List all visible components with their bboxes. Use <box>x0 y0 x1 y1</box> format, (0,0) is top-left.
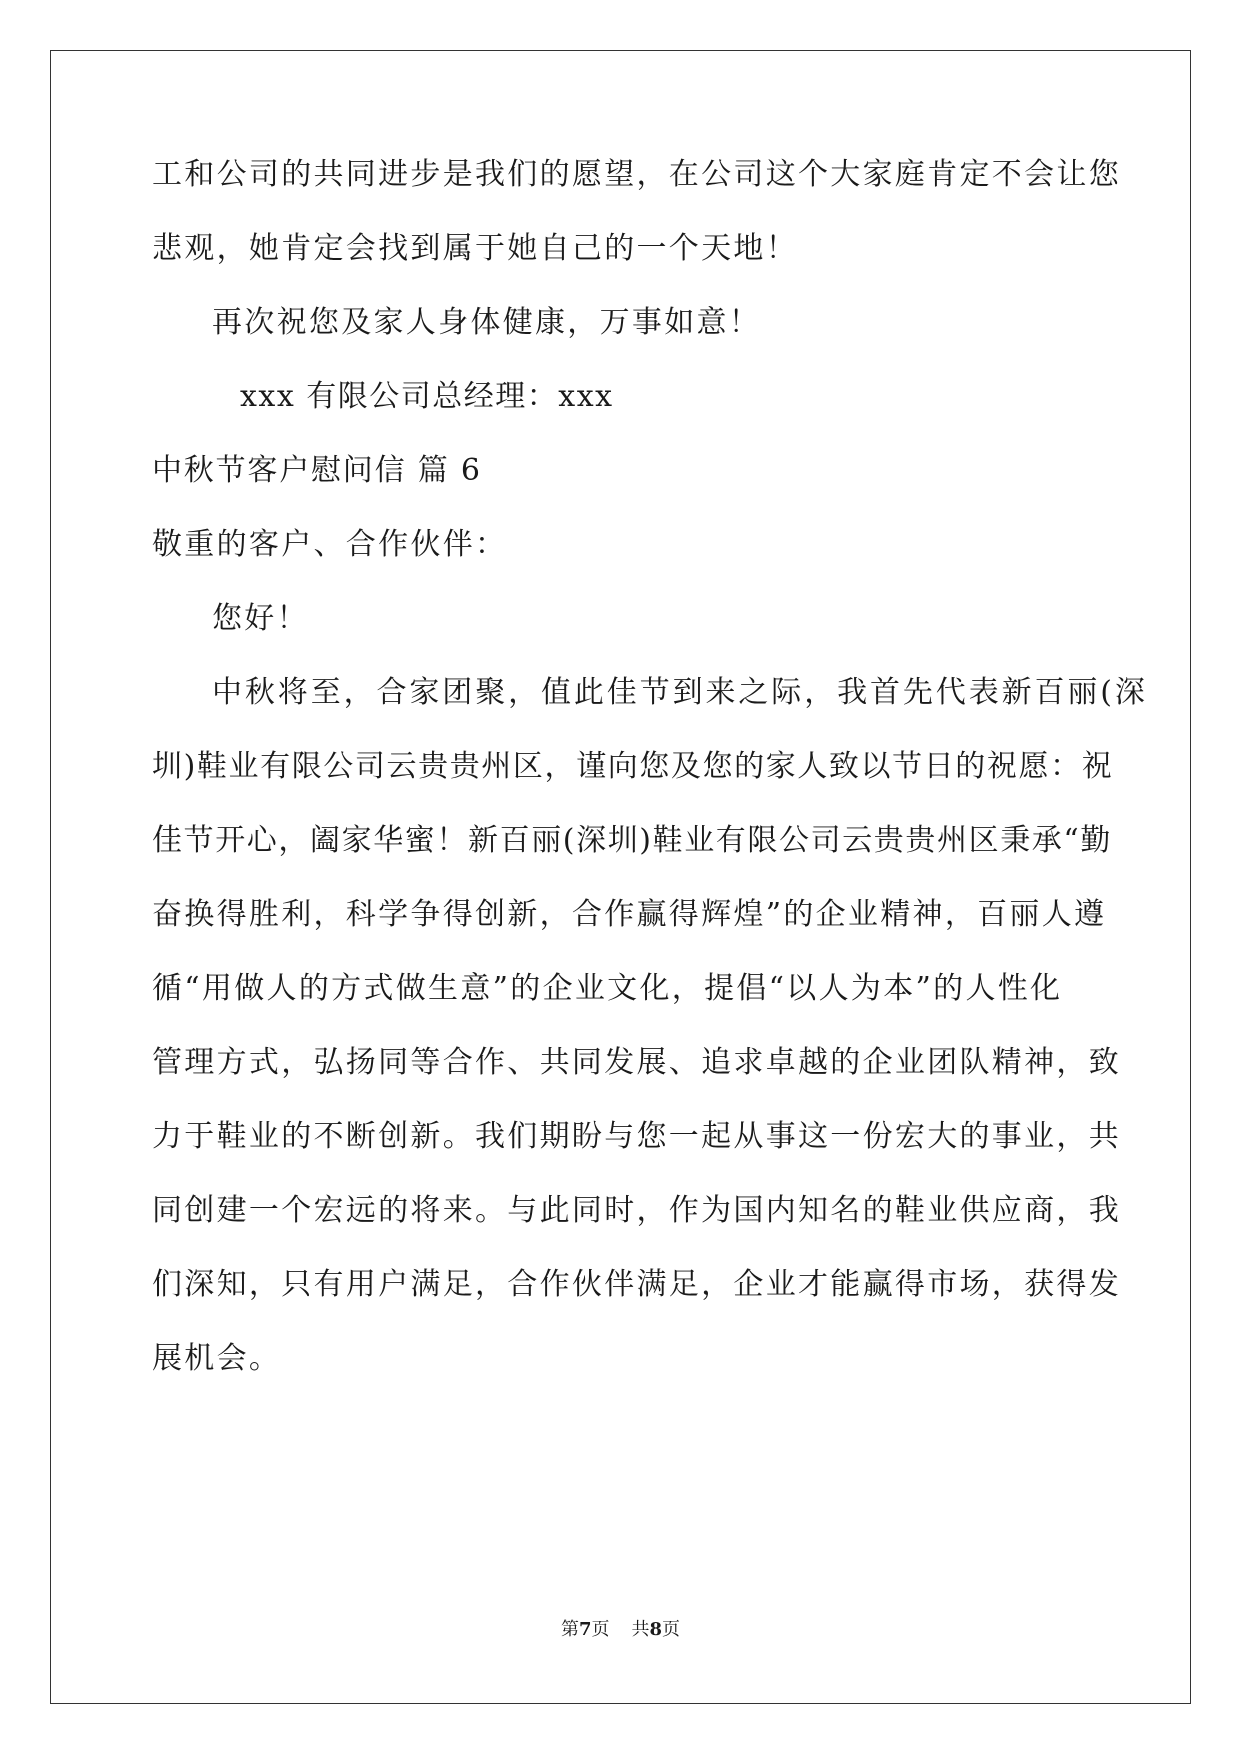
section-heading: 中秋节客户慰问信 篇 6 <box>152 453 482 488</box>
signature-line: xxx 有限公司总经理：xxx <box>240 379 614 414</box>
greeting: 您好！ <box>212 601 309 636</box>
total-pages-prefix: 共 <box>631 1619 650 1640</box>
body-line: 工和公司的共同进步是我们的愿望，在公司这个大家庭肯定不会让您 <box>152 157 1121 192</box>
page-number-prefix: 第 <box>560 1619 579 1640</box>
page-footer <box>0 1618 1241 1642</box>
page-number-suffix: 页 <box>591 1619 610 1640</box>
body-line: 奋换得胜利，科学争得创新，合作赢得辉煌”的企业精神，百丽人遵 <box>152 897 1107 932</box>
body-line: 中秋将至，合家团聚，值此佳节到来之际，我首先代表新百丽(深 <box>212 675 1148 710</box>
body-line: 展机会。 <box>152 1341 282 1376</box>
body-line: 佳节开心，阖家华蜜！新百丽(深圳)鞋业有限公司云贵贵州区秉承“勤 <box>152 823 1112 858</box>
body-line: 循“用做人的方式做生意”的企业文化，提倡“以人为本”的人性化 <box>152 971 1063 1006</box>
body-line: 们深知，只有用户满足，合作伙伴满足，企业才能赢得市场，获得发 <box>152 1267 1121 1302</box>
body-line: 圳)鞋业有限公司云贵贵州区，谨向您及您的家人致以节日的祝愿：祝 <box>152 749 1114 784</box>
current-page-number: 7 <box>578 1619 592 1640</box>
body-line: 悲观，她肯定会找到属于她自己的一个天地！ <box>152 231 798 266</box>
page-border <box>50 50 1191 1704</box>
salutation: 敬重的客户、合作伙伴： <box>152 527 508 562</box>
body-line: 管理方式，弘扬同等合作、共同发展、追求卓越的企业团队精神，致 <box>152 1045 1121 1080</box>
body-line: 再次祝您及家人身体健康，万事如意！ <box>212 305 762 340</box>
total-pages-number: 8 <box>649 1619 663 1640</box>
body-line: 同创建一个宏远的将来。与此同时，作为国内知名的鞋业供应商，我 <box>152 1193 1121 1228</box>
total-pages-suffix: 页 <box>662 1619 681 1640</box>
body-line: 力于鞋业的不断创新。我们期盼与您一起从事这一份宏大的事业，共 <box>152 1119 1121 1154</box>
